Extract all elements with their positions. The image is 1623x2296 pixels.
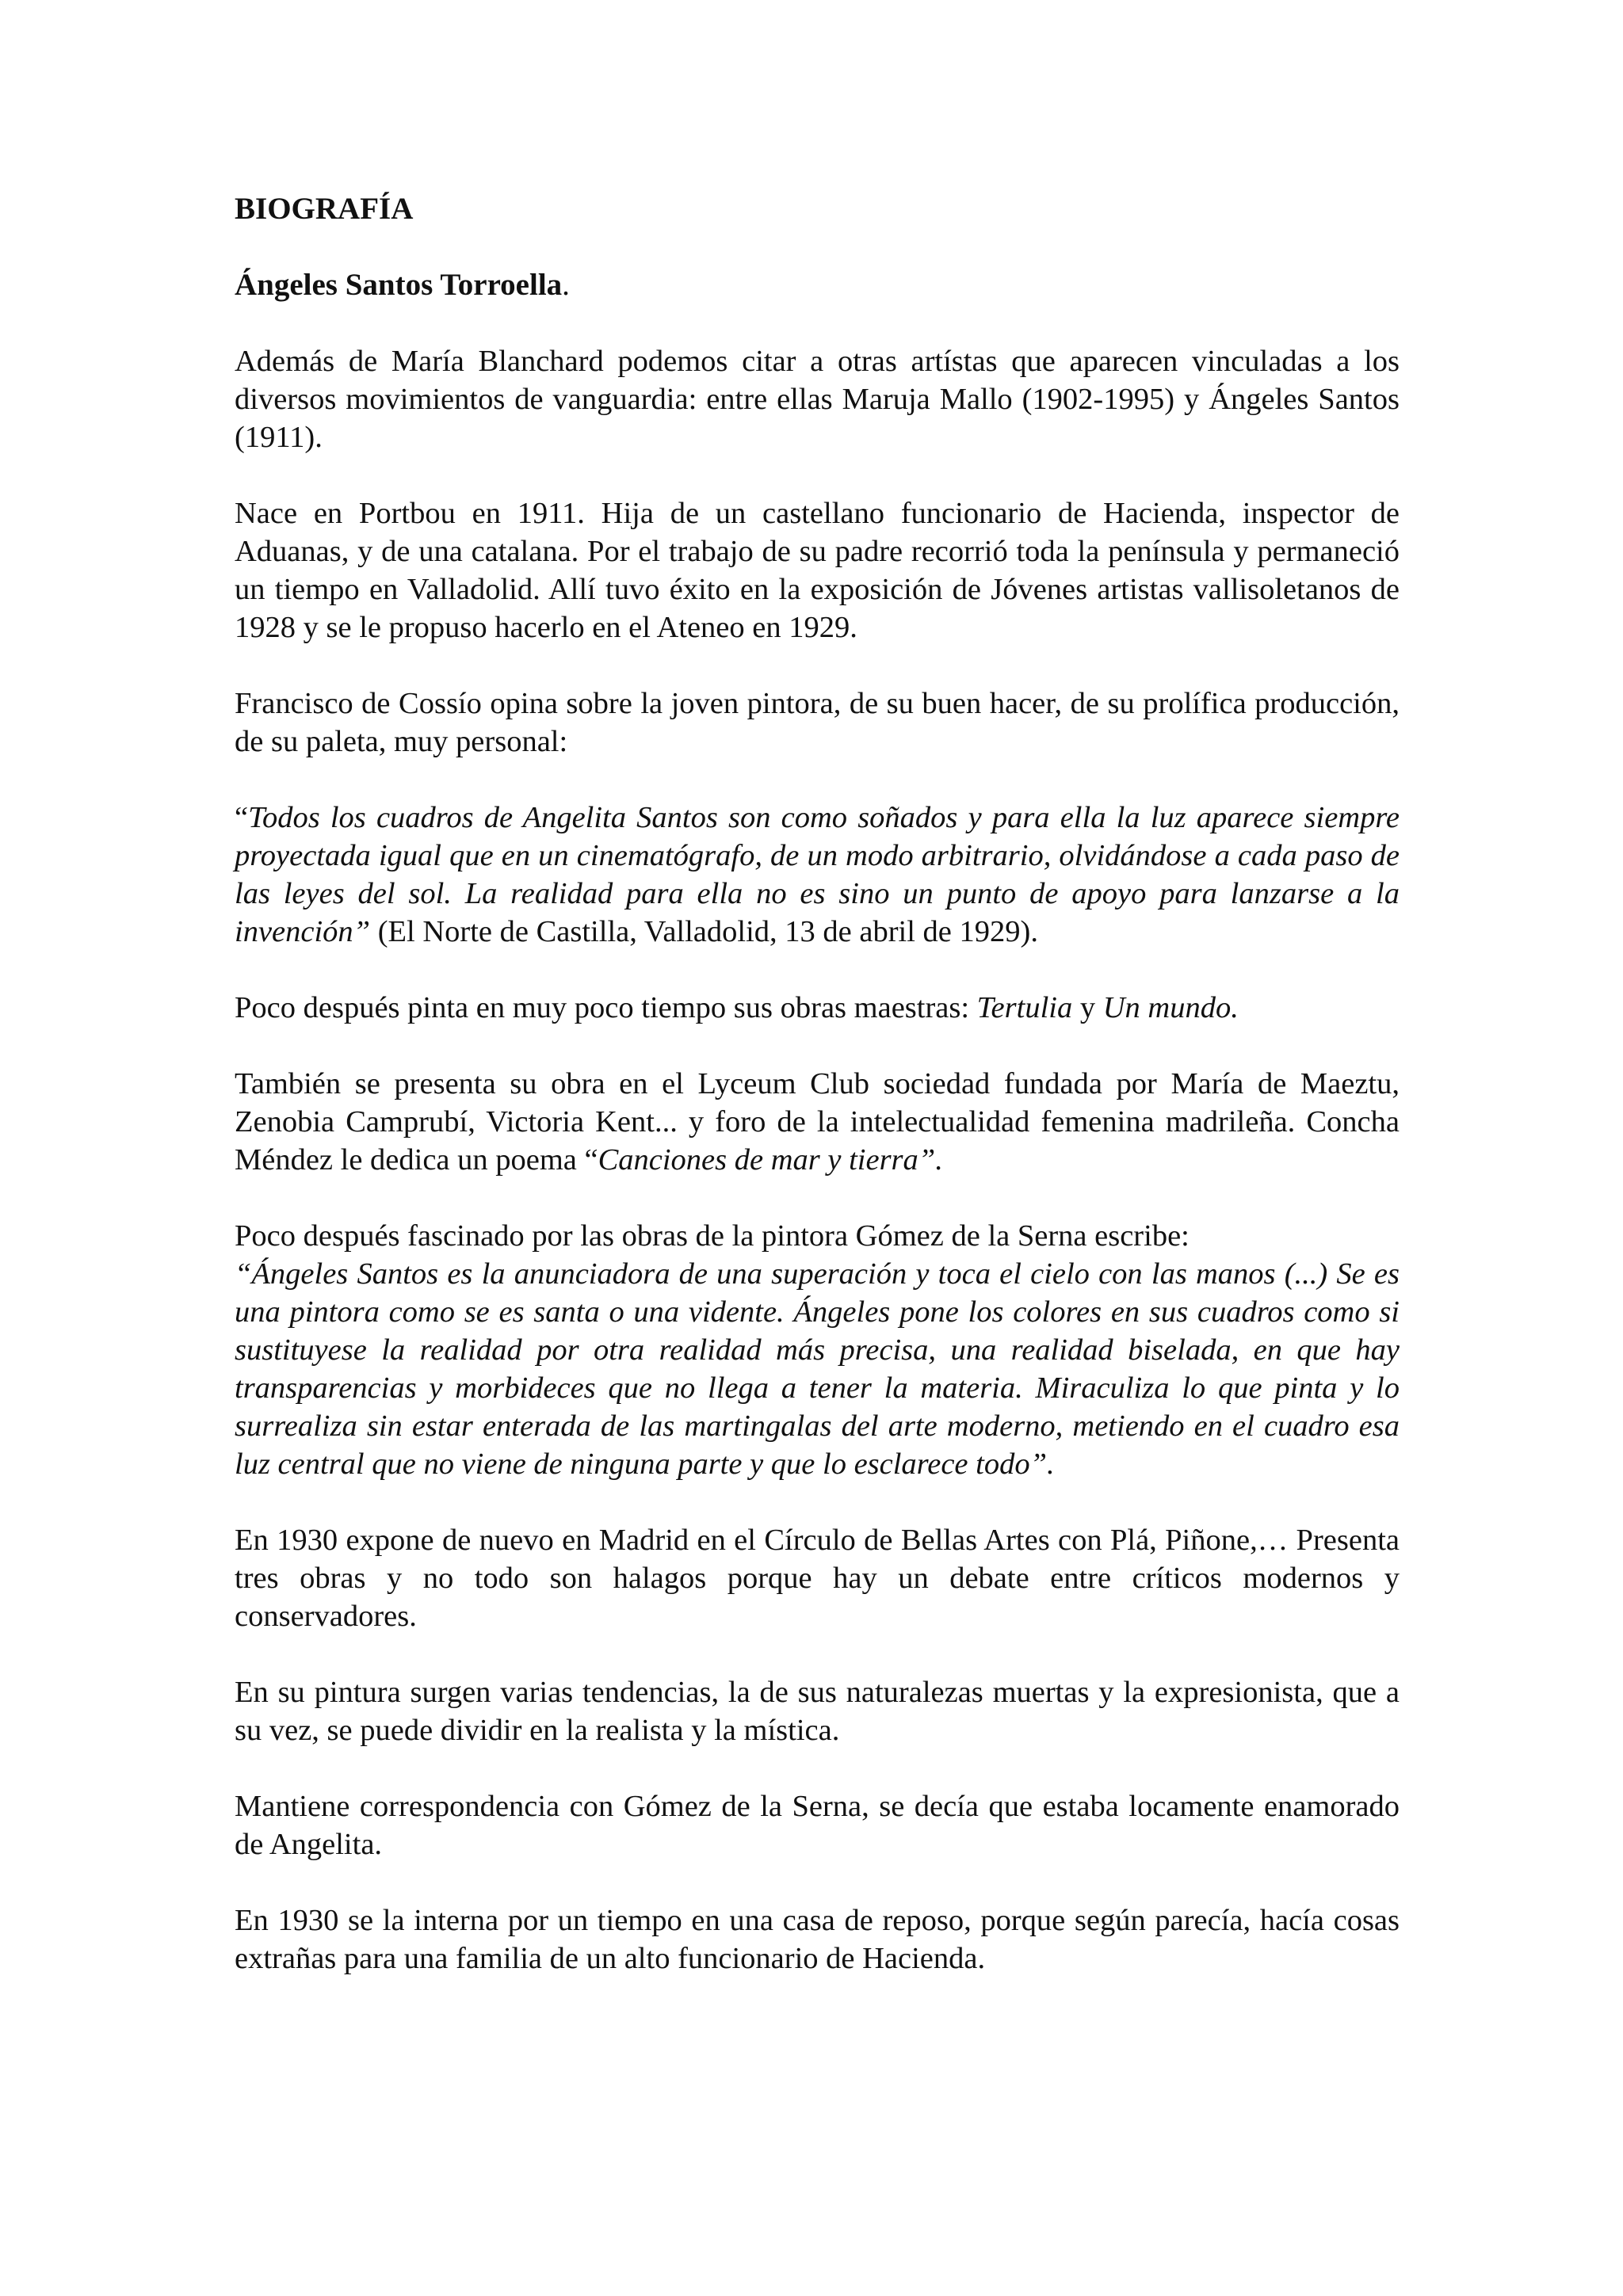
paragraph-rest-home: En 1930 se la interna por un tiempo en una casa de reposo, porque según parecía, hacía cosas extrañas para una familia de un alto funcionario de Hacienda. — [235, 1904, 1400, 1975]
lyceum-text: También se presenta su obra en el Lyceum Club sociedad fundada por María de Maeztu, Zenobia Camprubí, Victoria Kent... y foro de la intelectualidad femenina madrileña. Concha Méndez le dedica un poema “ — [235, 1067, 1400, 1177]
work-tertulia: Tertulia — [976, 991, 1073, 1024]
paragraph-1930-exhibition: En 1930 expone de nuevo en Madrid en el Círculo de Bellas Artes con Plá, Piñone,… Presenta tres obras y no todo son halagos porque hay un debate entre críticos modernos y conservadores. — [235, 1524, 1400, 1633]
subject-title — [235, 266, 1400, 304]
paragraph-cossio-quote — [235, 799, 1400, 951]
spacer — [235, 304, 1400, 342]
paragraph-masterworks — [235, 989, 1400, 1027]
subject-name: Ángeles Santos Torroella — [235, 268, 563, 302]
paragraph-cossio: Francisco de Cossío opina sobre la joven pintora, de su buen hacer, de su prolífica producción, de su paleta, muy personal: — [235, 687, 1400, 758]
paragraph-intro: Además de María Blanchard podemos citar a otras artístas que aparecen vinculadas a los diversos movimientos de vanguardia: entre ellas Maruja Mallo (1902-1995) y Ángeles Santos (1911). — [235, 345, 1400, 454]
quote-source: (El Norte de Castilla, Valladolid, 13 de abril de 1929). — [370, 915, 1038, 948]
spacer — [235, 228, 1400, 266]
paragraph-tendencies: En su pintura surgen varias tendencias, la de sus naturalezas muertas y la expresionista, que a su vez, se puede dividir en la realista y la mística. — [235, 1676, 1400, 1747]
paragraph-correspondence: Mantiene correspondencia con Gómez de la Serna, se decía que estaba locamente enamorado de Angelita. — [235, 1790, 1400, 1861]
paragraph-lyceum — [235, 1065, 1400, 1179]
paragraph-gomez-quote — [235, 1255, 1400, 1483]
document-page — [235, 190, 1400, 2016]
paragraph-gomez-intro: Poco después fascinado por las obras de la pintora Gómez de la Serna escribe: — [235, 1219, 1190, 1253]
poem-title: Canciones de mar y tierra”. — [598, 1143, 943, 1177]
masterworks-text: Poco después pinta en muy poco tiempo sus obras maestras: — [235, 991, 977, 1024]
subject-suffix: . — [562, 268, 570, 302]
open-quote: “ — [235, 801, 249, 834]
document-heading: BIOGRAFÍA — [235, 192, 414, 226]
paragraph-birth: Nace en Portbou en 1911. Hija de un castellano funcionario de Hacienda, inspector de Aduanas, y de una catalana. Por el trabajo de su padre recorrió toda la península y permaneció un tiempo en Valladolid. Allí tuvo éxito en la exposición de Jóvenes artistas vallisoletanos de 1928 y se le propuso hacerlo en el Ateneo en 1929. — [235, 497, 1400, 644]
work-un-mundo: Un mundo. — [1102, 991, 1239, 1024]
conjunction: y — [1072, 991, 1103, 1024]
cossio-quote: Todos los cuadros de Angelita Santos son como soñados y para ella la luz aparece siempre proyectada igual que en un cinematógrafo, de un modo arbitrario, olvidándose a cada paso de las leyes del sol. La realidad para ella no es sino un punto de apoyo para lanzarse a la invención” — [235, 801, 1400, 948]
gomez-quote: “Ángeles Santos es la anunciadora de una superación y toca el cielo con las manos (...) Se es una pintora como se es santa o una vidente. Ángeles pone los colores en sus cuadros como si sustituyese la realidad por otra realidad más precisa, una realidad biselada, en que hay transparencias y morbideces que no llega a tener la materia. Miraculiza lo que pinta y lo surrealiza sin estar enterada de las martingalas del arte moderno, metiendo en el cuadro esa luz central que no viene de ninguna parte y que lo esclarece todo”. — [235, 1257, 1400, 1481]
